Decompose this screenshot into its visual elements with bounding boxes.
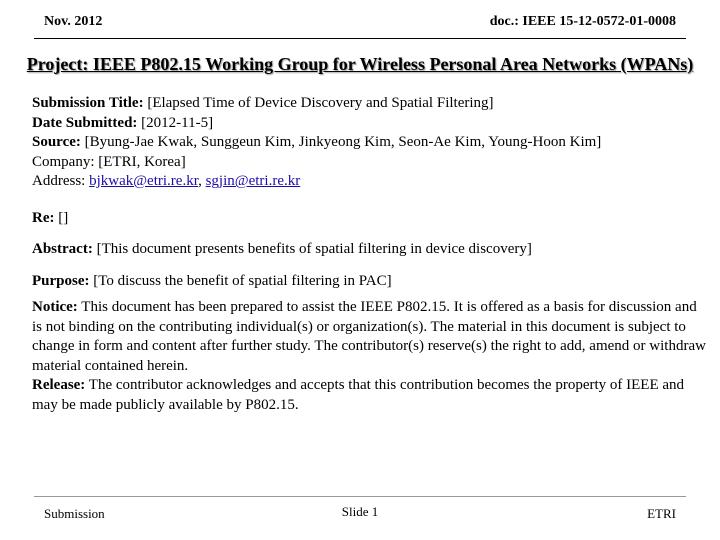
footer-organization: ETRI (647, 506, 676, 521)
abstract-row (32, 240, 707, 260)
date-submitted-row (32, 114, 707, 134)
email-link-1[interactable]: bjkwak@etri.re.kr (89, 173, 199, 189)
source-label: Source: (32, 134, 81, 150)
address-row (32, 172, 707, 192)
source-row (32, 133, 707, 153)
submission-title-label: Submission Title: (32, 95, 144, 111)
project-title: Project: IEEE P802.15 Working Group for Wireless Personal Area Networks (WPANs) (26, 54, 694, 74)
footer-slide-number: Slide 1 (341, 504, 379, 519)
release-label: Release: (32, 377, 86, 393)
date-submitted-value: [2012-11-5] (141, 114, 214, 131)
re-row (32, 209, 707, 229)
header-doc-id: doc.: IEEE 15-12-0572-01-0008 (489, 14, 676, 29)
re-label: Re: (32, 209, 55, 226)
notice-row (32, 298, 707, 376)
submission-title-row (32, 94, 707, 114)
address-label: Address: (32, 173, 86, 189)
purpose-value: [To discuss the benefit of spatial filtering in PAC] (93, 272, 392, 289)
source-value: [Byung-Jae Kwak, Sunggeun Kim, Jinkyeong Kim, Seon-Ae Kim, Young-Hoon Kim] (84, 134, 602, 150)
header-date: Nov. 2012 (44, 14, 103, 29)
email-link-2[interactable]: sgjin@etri.re.kr (205, 173, 301, 189)
notice-value: This document has been prepared to assist the IEEE P802.15. It is offered as a basis for discussion and is not binding on the contributing individual(s) or organization(s). The material in this document is subject to change in form and content after further study. The contributor(s) reserve(s) the right to add, amend or withdraw material contained herein. (32, 299, 706, 374)
abstract-value: [This document presents benefits of spatial filtering in device discovery] (96, 241, 532, 257)
purpose-row (32, 272, 707, 292)
release-row (32, 376, 707, 415)
date-submitted-label: Date Submitted: (32, 114, 138, 131)
abstract-label: Abstract: (32, 241, 93, 257)
email-separator: , (198, 173, 202, 189)
purpose-label: Purpose: (32, 272, 90, 289)
release-value: The contributor acknowledges and accepts that this contribution becomes the property of IEEE and may be made publicly available by P802.15. (32, 377, 685, 413)
re-value: [] (58, 209, 69, 226)
footer-submission: Submission (44, 506, 105, 521)
notice-label: Notice: (32, 299, 78, 315)
footer-divider (34, 496, 686, 497)
header-divider (34, 38, 686, 39)
slide-body (32, 94, 707, 415)
submission-title-value: [Elapsed Time of Device Discovery and Spatial Filtering] (147, 95, 494, 111)
company-row: Company: [ETRI, Korea] (32, 153, 186, 170)
